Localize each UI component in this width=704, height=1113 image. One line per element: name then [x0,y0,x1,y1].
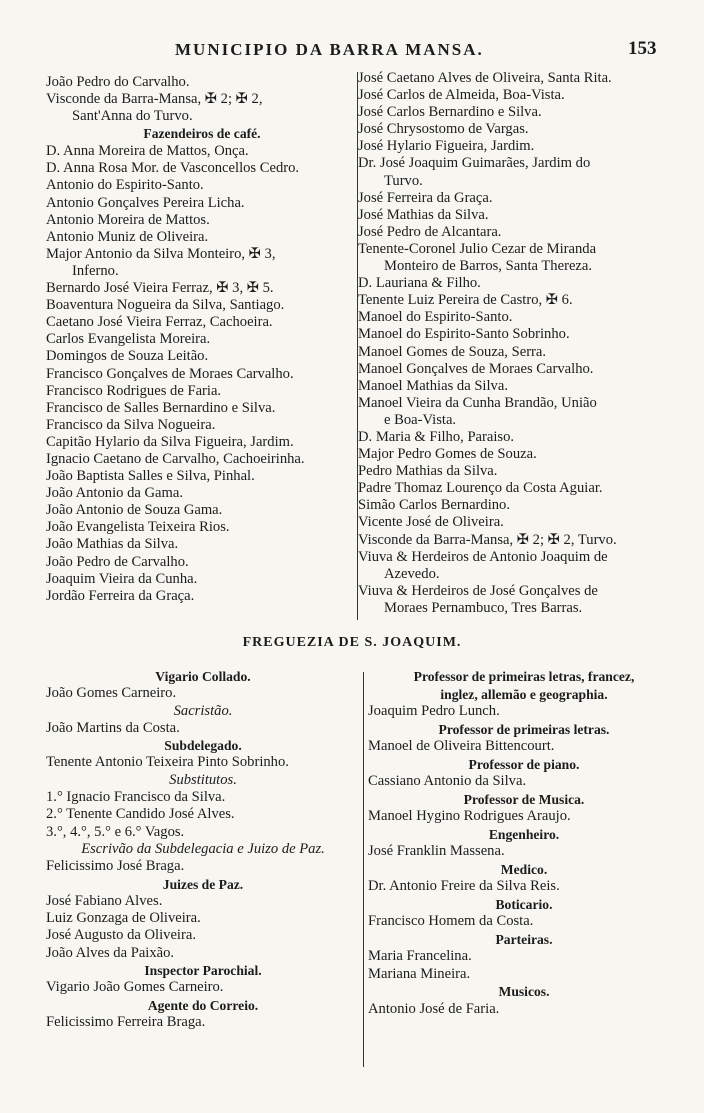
list-item: Luiz Gonzaga de Oliveira. [46,910,201,927]
list-item: Antonio José de Faria. [368,1000,500,1017]
top-right-column [358,70,678,617]
list-item: Jordão Ferreira da Graça. [46,587,195,604]
list-item: Visconde da Barra-Mansa, ✠ 2; ✠ 2, Turvo. [358,531,617,548]
list-item: Padre Thomaz Lourenço da Costa Aguiar. [358,480,603,497]
list-item: João Evangelista Teixeira Rios. [46,519,230,536]
list-item: Mariana Mineira. [368,965,471,982]
list-item: Francisco Rodrigues de Faria. [46,382,222,399]
list-item: 2.° Tenente Candido José Alves. [46,806,235,823]
list-item: João Gomes Carneiro. [46,685,177,702]
list-item: João Baptista Salles e Silva, Pinhal. [46,468,255,485]
subsection-heading: Substitutos. [169,771,237,788]
list-item: Vicente José de Oliveira. [358,514,504,531]
bottom-column-divider [363,672,364,1067]
parish-heading: FREGUEZIA DE S. JOAQUIM. [242,635,462,650]
list-item: e Boa-Vista. [384,411,457,428]
list-item: Viuva & Herdeiros de Antonio Joaquim de [358,548,608,565]
list-item: Joaquim Pedro Lunch. [368,703,500,719]
list-item: João Pedro de Carvalho. [46,553,189,570]
list-item: Ignacio Caetano de Carvalho, Cachoeirinha. [46,450,305,467]
page-title: MUNICIPIO DA BARRA MANSA. [175,40,484,59]
list-item: José Augusto da Oliveira. [46,927,196,944]
list-item: José Caetano Alves de Oliveira, Santa Rita. [358,70,612,86]
section-heading: Boticario. [495,896,553,912]
list-item: Felicissimo Ferreira Braga. [46,1013,206,1030]
list-item: José Pedro de Alcantara. [358,223,502,240]
list-item: José Ferreira da Graça. [358,189,493,206]
list-item: Carlos Evangelista Moreira. [46,331,211,348]
list-item: Inferno. [72,262,119,279]
list-item: Manoel Hygino Rodrigues Araujo. [368,808,571,824]
list-item: Manoel Mathias da Silva. [358,377,508,394]
list-item: Francisco Homem da Costa. [368,913,534,929]
list-item: Monteiro de Barros, Santa Thereza. [384,258,593,275]
list-item: 3.°, 4.°, 5.° e 6.° Vagos. [46,823,185,840]
list-item: Tenente-Coronel Julio Cezar de Miranda [358,240,597,257]
section-heading: Professor de piano. [468,756,580,772]
list-item: Tenente Antonio Teixeira Pinto Sobrinho. [46,754,289,771]
list-item: Antonio Muniz de Oliveira. [46,228,209,245]
top-left-column [46,74,358,605]
list-item: 1.° Ignacio Francisco da Silva. [46,789,226,806]
section-heading: Subdelegado. [164,738,242,754]
subsection-heading: Sacristão. [173,702,233,719]
subsection-heading: Escrivão da Subdelegacia e Juizo de Paz. [81,840,325,857]
list-item: João Mathias da Silva. [46,536,179,553]
list-item: Sant'Anna do Turvo. [72,108,193,125]
bottom-right-column [368,668,680,1018]
list-item: Antonio do Espirito-Santo. [46,177,204,194]
list-item: Felicissimo José Braga. [46,858,185,875]
list-item: Bernardo José Vieira Ferraz, ✠ 3, ✠ 5. [46,280,274,297]
list-item: Viuva & Herdeiros de José Gonçalves de [358,582,598,599]
page-header [0,36,704,66]
list-item: Francisco de Salles Bernardino e Silva. [46,399,276,416]
list-item: Azevedo. [384,565,440,582]
list-item: Manoel do Espirito-Santo Sobrinho. [358,326,570,343]
list-item: Cassiano Antonio da Silva. [368,773,527,789]
list-item: Boaventura Nogueira da Silva, Santiago. [46,297,285,314]
section-heading: Parteiras. [495,931,553,947]
section-heading: Fazendeiros de café. [143,126,261,142]
list-item: Simão Carlos Bernardino. [358,497,510,514]
list-item: José Hylario Figueira, Jardim. [358,138,535,155]
list-item: Dr. Antonio Freire da Silva Reis. [368,878,560,894]
page-number: 153 [628,38,657,59]
list-item: José Carlos de Almeida, Boa-Vista. [358,87,565,104]
list-item: João Antonio da Gama. [46,485,183,502]
section-heading: inglez, allemão e geographia. [440,686,608,702]
list-item: José Carlos Bernardino e Silva. [358,104,542,121]
list-item: Major Antonio da Silva Monteiro, ✠ 3, [46,245,276,262]
list-item: Manoel Vieira da Cunha Brandão, União [358,394,597,411]
list-item: Domingos de Souza Leitão. [46,348,209,365]
list-item: Tenente Luiz Pereira de Castro, ✠ 6. [358,292,573,309]
list-item: Manoel do Espirito-Santo. [358,309,513,326]
list-item: Francisco da Silva Nogueira. [46,416,216,433]
list-item: Visconde da Barra-Mansa, ✠ 2; ✠ 2, [46,91,263,108]
list-item: Capitão Hylario da Silva Figueira, Jardim. [46,433,294,450]
list-item: Manoel Gonçalves de Moraes Carvalho. [358,360,594,377]
list-item: João Martins da Costa. [46,719,180,736]
list-item: José Franklin Massena. [368,843,505,859]
list-item: João Alves da Paixão. [46,944,175,961]
section-heading: Inspector Parochial. [144,963,262,979]
list-item: Antonio Gonçalves Pereira Licha. [46,194,245,211]
list-item: Manoel de Oliveira Bittencourt. [368,738,555,754]
bottom-left-column [46,668,360,1031]
section-heading: Professor de primeiras letras, francez, [413,669,635,684]
list-item: Caetano José Vieira Ferraz, Cachoeira. [46,314,273,331]
list-item: João Antonio de Souza Gama. [46,502,223,519]
section-heading: Medico. [500,861,548,877]
section-heading: Juizes de Paz. [162,876,244,892]
section-heading: Musicos. [498,984,550,999]
list-item: Joaquim Vieira da Cunha. [46,570,198,587]
list-item: João Pedro do Carvalho. [46,74,190,90]
list-item: Major Pedro Gomes de Souza. [358,446,537,463]
list-item: Moraes Pernambuco, Tres Barras. [384,599,583,616]
list-item: D. Lauriana & Filho. [358,275,481,292]
list-item: Francisco Gonçalves de Moraes Carvalho. [46,365,294,382]
list-item: Manoel Gomes de Souza, Serra. [358,343,547,360]
list-item: Dr. José Joaquim Guimarães, Jardim do [358,155,591,172]
list-item: Turvo. [384,172,423,189]
list-item: Vigario João Gomes Carneiro. [46,979,224,996]
section-heading: Engenheiro. [488,826,560,842]
section-heading: Professor de primeiras letras. [438,721,610,737]
list-item: Pedro Mathias da Silva. [358,463,498,480]
list-item: José Chrysostomo de Vargas. [358,121,529,138]
section-heading: Vigario Collado. [155,669,251,684]
section-heading: Agente do Correio. [147,997,259,1013]
list-item: D. Maria & Filho, Paraiso. [358,428,515,445]
list-item: D. Anna Rosa Mor. de Vasconcellos Cedro. [46,160,300,177]
list-item: José Fabiano Alves. [46,892,163,909]
list-item: D. Anna Moreira de Mattos, Onça. [46,143,249,160]
list-item: José Mathias da Silva. [358,206,489,223]
section-heading: Professor de Musica. [463,791,585,807]
list-item: Maria Francelina. [368,948,472,964]
list-item: Antonio Moreira de Mattos. [46,211,210,228]
